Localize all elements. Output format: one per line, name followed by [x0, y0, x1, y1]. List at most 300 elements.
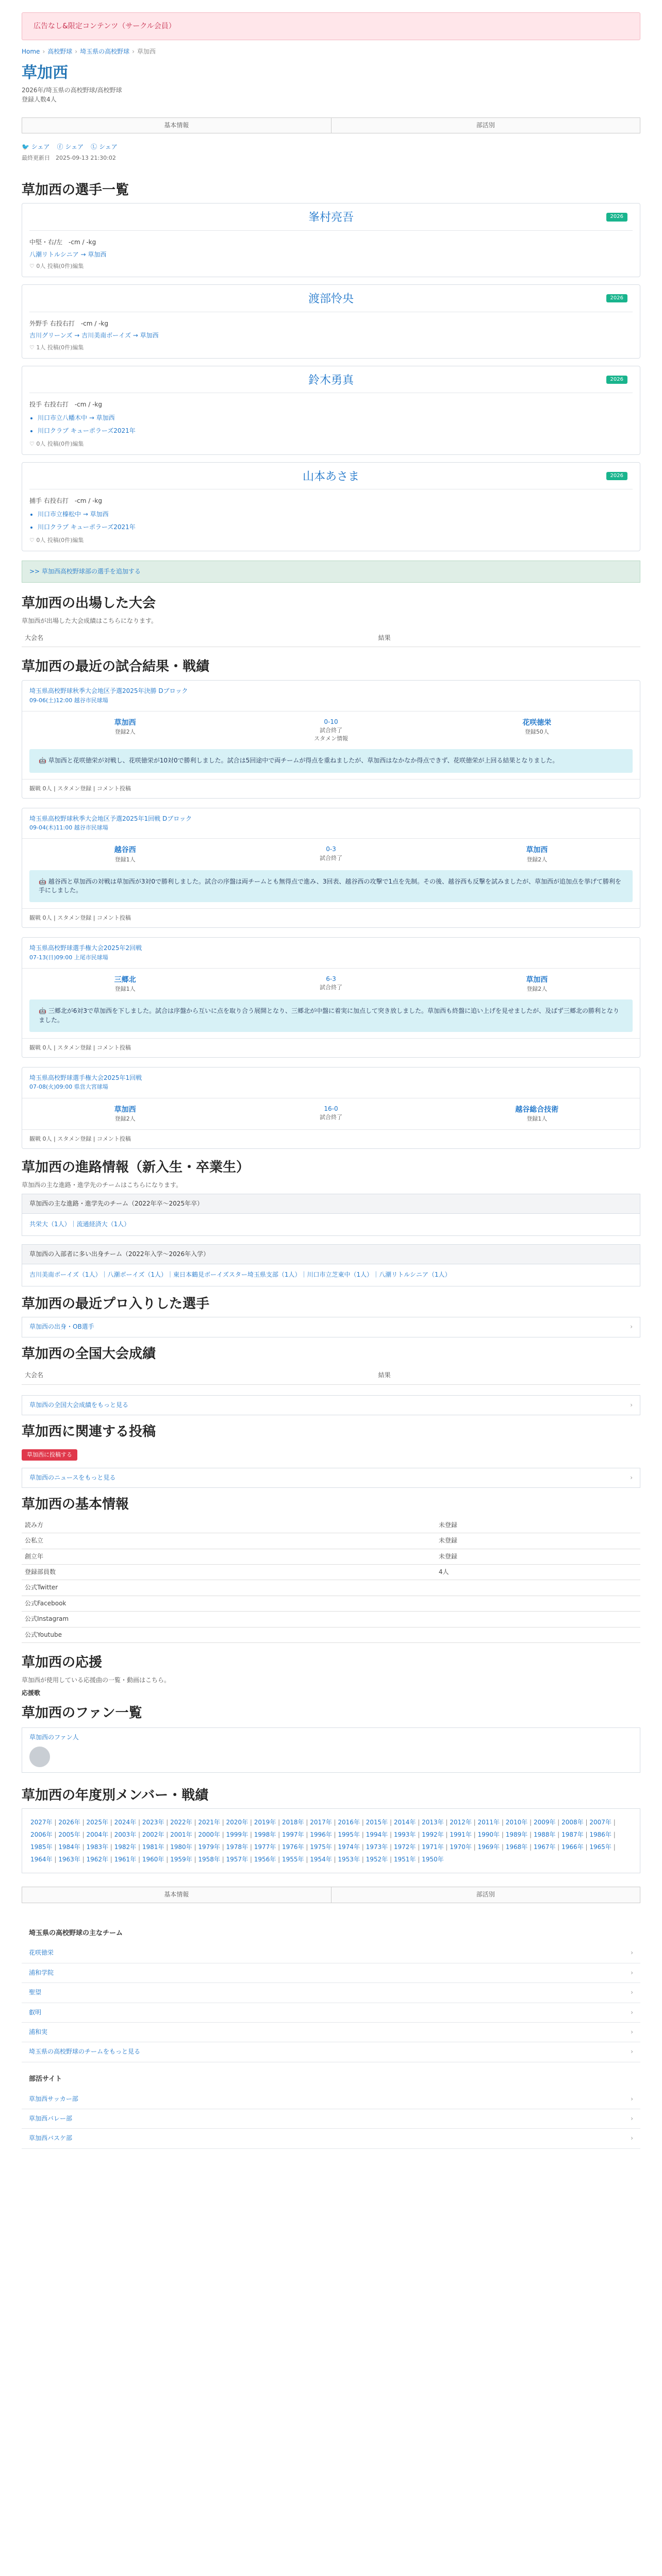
year-link[interactable]: | 1972年: [388, 1843, 416, 1851]
year-link[interactable]: | 1951年: [388, 1856, 416, 1863]
year-link[interactable]: | 1976年: [276, 1843, 304, 1851]
heart-icon: ♡: [29, 263, 37, 270]
game-summary: [29, 999, 633, 1032]
news-more-label: 草加西のニュースをもっと見る: [29, 1473, 116, 1481]
chevron-right-icon: ›: [631, 2048, 633, 2056]
year-link[interactable]: | 1980年: [164, 1843, 192, 1851]
basic-info-label: 公私立: [22, 1533, 436, 1549]
list-item[interactable]: [22, 2023, 640, 2042]
circle-banner[interactable]: 広告なし&限定コンテンツ（サークル会員）: [22, 12, 640, 40]
year-link[interactable]: | 1989年: [500, 1831, 527, 1838]
year-link[interactable]: | 2025年: [80, 1819, 108, 1826]
pro-link-label: 草加西の出身・OB選手: [29, 1323, 94, 1331]
list-item[interactable]: [22, 2042, 640, 2062]
players-heading: 草加西の選手一覧: [22, 182, 129, 198]
club-sites-head: 部活サイト: [29, 2075, 62, 2083]
main-teams-list: [22, 1943, 640, 2062]
chevron-right-icon: ›: [631, 1969, 633, 1976]
year-badge: 2026: [606, 472, 627, 481]
player-card-head: [29, 372, 633, 394]
year-link[interactable]: | 1958年: [192, 1856, 220, 1863]
player-teams: [29, 414, 633, 436]
year-link[interactable]: | 2014年: [388, 1819, 416, 1826]
player-like[interactable]: [29, 536, 633, 545]
year-link[interactable]: | 1966年: [555, 1843, 583, 1851]
year-link[interactable]: | 2003年: [108, 1831, 136, 1838]
basic-info-value: [436, 1596, 640, 1611]
home-team-sub: 登録1人: [114, 986, 136, 993]
year-link[interactable]: | 1955年: [276, 1856, 304, 1863]
basic-info-value: 未登録: [436, 1518, 640, 1533]
game-summary-text: 三郷北が6対3で草加西を下しました。試合は序盤から互いに点を取り合う展開となり、三郷北が中盤に着実に加点して突き放しました。草加西も終盤に追い上げを見せましたが、及ばず三郷北の勝利となりました。: [39, 1007, 620, 1024]
year-link[interactable]: | 1973年: [360, 1843, 388, 1851]
game-date: 07-08(火)09:00 県営大宮球場: [29, 1083, 108, 1091]
ai-icon: 🤖: [39, 1007, 48, 1015]
list-item[interactable]: [22, 2129, 640, 2148]
player-card-head: [29, 210, 633, 231]
breadcrumb-separator: ›: [42, 48, 45, 56]
year-link[interactable]: | 1977年: [248, 1843, 276, 1851]
share-label: シェア: [31, 143, 50, 151]
away-team-sub: 登録1人: [526, 1115, 548, 1123]
player-list: [22, 203, 640, 551]
breadcrumb-item: 草加西: [137, 48, 156, 56]
year-link[interactable]: | 2022年: [164, 1819, 192, 1826]
year-badge: 2026: [606, 213, 627, 222]
away-team-name[interactable]: 草加西: [526, 976, 548, 985]
player-like[interactable]: [29, 440, 633, 448]
year-link[interactable]: | 2016年: [332, 1819, 360, 1826]
year-link[interactable]: | 1969年: [472, 1843, 500, 1851]
game-status: 試合終了: [319, 1114, 342, 1121]
tournaments-heading: 草加西の出場した大会: [22, 595, 156, 611]
year-link[interactable]: | 1988年: [527, 1831, 555, 1838]
column-header: 大会名: [22, 630, 375, 647]
year-link[interactable]: | 1998年: [248, 1831, 276, 1838]
tab-clubs[interactable]: 部活別: [331, 1887, 640, 1902]
player-team-path[interactable]: • 川口市立榛松中 → 草加西: [38, 510, 633, 519]
breadcrumb: [22, 47, 640, 56]
player-name[interactable]: 峯村亮吾: [308, 211, 354, 225]
year-link[interactable]: | 1978年: [220, 1843, 248, 1851]
away-team: [434, 845, 640, 863]
scoreboard: [22, 1098, 640, 1129]
player-position: 中堅・右/左 -cm / -kg: [29, 239, 96, 246]
game-footer[interactable]: 観戦 0人 | スタメン登録 | コメント投稿: [22, 779, 640, 798]
page-title: 草加西: [22, 63, 68, 82]
list-item-label: 草加西バレー部: [29, 2115, 73, 2122]
year-link[interactable]: | 1971年: [416, 1843, 443, 1851]
share-label: シェア: [98, 143, 118, 151]
player-teams: [29, 331, 633, 340]
player-name[interactable]: 鈴木勇真: [308, 374, 354, 387]
year-link[interactable]: | 1975年: [304, 1843, 332, 1851]
page-subtitle: 2026年/埼玉県の高校野球/高校野球: [22, 87, 122, 94]
game-head: [22, 938, 640, 968]
list-item-label: 花咲徳栄: [29, 1949, 54, 1957]
away-team: [434, 975, 640, 993]
breadcrumb-separator: ›: [132, 48, 135, 56]
scoreboard: [22, 968, 640, 999]
basic-heading: 草加西の基本情報: [22, 1497, 129, 1513]
national-heading: 草加西の全国大会成績: [22, 1346, 156, 1362]
career-box-body[interactable]: 共栄大（1人）｜流通経済大（1人）: [29, 1221, 130, 1228]
home-team-name[interactable]: 草加西: [114, 718, 136, 727]
game-title[interactable]: 埼玉県高校野球秋季大会地区予選2025年決勝 Dブロック: [29, 687, 188, 695]
list-item[interactable]: [22, 2003, 640, 2023]
chevron-right-icon: ›: [631, 2134, 633, 2142]
year-link[interactable]: | 1960年: [136, 1856, 164, 1863]
year-link[interactable]: | 2002年: [136, 1831, 164, 1838]
game-date: 09-04(木)11:00 越谷市民球場: [29, 824, 108, 831]
player-card: [22, 366, 640, 455]
year-link[interactable]: | 1997年: [276, 1831, 304, 1838]
year-link[interactable]: | 2007年: [584, 1819, 611, 1826]
home-team-name[interactable]: 草加西: [114, 1105, 136, 1114]
score-value[interactable]: 0-10: [324, 718, 338, 725]
chevron-right-icon: ›: [631, 2095, 633, 2103]
game-head: [22, 681, 640, 711]
year-link[interactable]: | 2017年: [304, 1819, 332, 1826]
year-link[interactable]: | 1962年: [80, 1856, 108, 1863]
year-link[interactable]: | 1964年: [30, 1843, 616, 1863]
year-link[interactable]: | 2006年: [30, 1819, 616, 1838]
chevron-right-icon: ›: [630, 1473, 633, 1481]
career-box: [22, 1194, 640, 1236]
game-card: [22, 1067, 640, 1149]
share-label: シェア: [65, 143, 84, 151]
player-like[interactable]: [29, 344, 633, 352]
scoreboard: [22, 838, 640, 870]
list-item-label: 草加西サッカー部: [29, 2095, 78, 2103]
share-facebook-button[interactable]: ⓕ シェア: [57, 143, 84, 151]
lineup-link[interactable]: スタメン情報: [313, 735, 348, 742]
game-card: [22, 808, 640, 928]
player-team-path[interactable]: • 川口市立八幡木中 → 草加西: [38, 414, 633, 422]
bottom-tabs: [22, 1887, 640, 1903]
year-link[interactable]: | 1999年: [220, 1831, 248, 1838]
home-team: [22, 1105, 228, 1123]
support-heading: 草加西の応援: [22, 1654, 103, 1670]
basic-info-row: [22, 1549, 640, 1564]
year-link[interactable]: | 1953年: [332, 1856, 360, 1863]
year-link[interactable]: | 2018年: [276, 1819, 304, 1826]
year-link[interactable]: | 1993年: [388, 1831, 416, 1838]
year-link[interactable]: | 2005年: [53, 1831, 80, 1838]
list-item[interactable]: [22, 1943, 640, 1963]
column-header: 大会名: [22, 1367, 375, 1384]
tab-basic-info[interactable]: 基本情報: [22, 118, 331, 133]
year-link[interactable]: | 1965年: [584, 1843, 611, 1851]
news-more-link[interactable]: [22, 1468, 640, 1488]
game-footer[interactable]: 観戦 0人 | スタメン登録 | コメント投稿: [22, 908, 640, 927]
game-status: 試合終了: [319, 727, 342, 734]
year-link[interactable]: | 2000年: [192, 1831, 220, 1838]
year-link[interactable]: | 2020年: [220, 1819, 248, 1826]
year-link[interactable]: | 2001年: [164, 1831, 192, 1838]
player-position: 外野手 右投右打 -cm / -kg: [29, 319, 109, 327]
game-title[interactable]: 埼玉県高校野球選手権大会2025年2回戦: [29, 944, 142, 952]
home-team-name[interactable]: 三郷北: [114, 976, 136, 985]
last-updated: 最終更新日 2025-09-13 21:30:02: [22, 154, 116, 161]
list-item-label: 聖望: [29, 1989, 42, 1996]
chevron-right-icon: ›: [631, 1989, 633, 1996]
away-team-name[interactable]: 草加西: [526, 846, 548, 855]
list-item[interactable]: [22, 2109, 640, 2129]
national-more-link[interactable]: [22, 1395, 640, 1415]
year-links: [22, 1808, 640, 1873]
year-link[interactable]: | 2023年: [136, 1819, 164, 1826]
club-sites-list: [22, 2090, 640, 2149]
year-link[interactable]: | 1984年: [53, 1843, 80, 1851]
list-item[interactable]: [22, 2090, 640, 2109]
chevron-right-icon: ›: [631, 2028, 633, 2036]
club-sites-section: [22, 2070, 640, 2149]
score-center: [228, 1105, 434, 1123]
share-bar: [22, 143, 640, 151]
year-link[interactable]: | 1957年: [220, 1856, 248, 1863]
home-team-sub: 登録2人: [114, 1115, 136, 1123]
basic-info-row: [22, 1565, 640, 1580]
home-team: [22, 975, 228, 993]
basic-info-value: 未登録: [436, 1549, 640, 1564]
year-link[interactable]: | 1996年: [304, 1831, 332, 1838]
basic-info-label: 公式Facebook: [22, 1596, 436, 1611]
year-link[interactable]: | 1961年: [108, 1856, 136, 1863]
player-card: [22, 462, 640, 551]
list-item[interactable]: [22, 1983, 640, 2003]
basic-info-value: [436, 1612, 640, 1627]
year-link[interactable]: | 2008年: [555, 1819, 583, 1826]
year-link[interactable]: | 1956年: [248, 1856, 276, 1863]
posts-heading: 草加西に関連する投稿: [22, 1424, 156, 1440]
ai-icon: 🤖: [39, 877, 48, 885]
list-item-label: 叡明: [29, 2008, 42, 2016]
support-label: 応援歌: [22, 1689, 41, 1697]
score-value[interactable]: 6-3: [326, 975, 336, 983]
year-link[interactable]: | 1985年: [30, 1831, 616, 1851]
year-link[interactable]: | 2009年: [527, 1819, 555, 1826]
tab-clubs[interactable]: 部活別: [331, 118, 640, 133]
year-link[interactable]: 2027年: [30, 1819, 53, 1826]
career-heading: 草加西の進路情報（新入生・卒業生）: [22, 1159, 250, 1175]
member-count: 登録人数4人: [22, 95, 57, 103]
origin-box-body[interactable]: 吉川美南ボーイズ（1人）｜八潮ボーイズ（1人）｜東日本鶴見ボーイズスター埼玉県支部（1人）｜川口市立芝東中（1人）｜八潮リトルシニア（1人）: [29, 1271, 451, 1279]
away-team-sub: 登録2人: [526, 986, 548, 993]
basic-info-row: [22, 1533, 640, 1549]
chevron-right-icon: ›: [631, 2008, 633, 2016]
year-badge: 2026: [606, 294, 627, 303]
basic-info-label: 公式Youtube: [22, 1627, 436, 1642]
score-center: [228, 975, 434, 993]
year-link[interactable]: | 1959年: [164, 1856, 192, 1863]
player-like-label: 1人 投稿(0件)編集: [36, 344, 84, 351]
fans-heading: 草加西のファン一覧: [22, 1705, 142, 1721]
breadcrumb-item[interactable]: 埼玉県の高校野球: [80, 48, 130, 56]
game-footer[interactable]: 観戦 0人 | スタメン登録 | コメント投稿: [22, 1038, 640, 1057]
tournament-table: [22, 630, 640, 647]
basic-info-row: [22, 1518, 640, 1533]
year-link[interactable]: | 1982年: [108, 1843, 136, 1851]
game-summary: [29, 749, 633, 772]
avatar[interactable]: [29, 1747, 50, 1767]
list-item[interactable]: [22, 1963, 640, 1983]
basic-info-value: 4人: [436, 1565, 640, 1580]
player-team-path[interactable]: 吉川グリーンズ → 吉川美南ボーイズ → 草加西: [29, 332, 159, 340]
player-teams: [29, 510, 633, 532]
game-title[interactable]: 埼玉県高校野球選手権大会2025年1回戦: [29, 1074, 142, 1081]
year-link[interactable]: | 1983年: [80, 1843, 108, 1851]
year-link[interactable]: | 2021年: [192, 1819, 220, 1826]
basic-info-label: 読み方: [22, 1518, 436, 1533]
basic-info-label: 公式Instagram: [22, 1612, 436, 1627]
player-like-label: 0人 投稿(0件)編集: [36, 536, 84, 544]
origin-box-head: 草加西の入部者に多い出身チーム（2022年入学～2026年入学）: [22, 1245, 640, 1264]
away-team: [434, 718, 640, 743]
career-box-head: 草加西の主な進路・進学先のチーム（2022年卒～2025年卒）: [22, 1194, 640, 1214]
list-item-label: 浦和実: [29, 2028, 48, 2036]
game-summary-text: 越谷西と草加西の対戦は草加西が3対0で勝利しました。試合の序盤は両チームとも無得点で進み、3回表、越谷西の攻撃で1点を先制。その後、越谷西も反撃を試みましたが、草加西が追加点を挙げて勝利を手にしました。: [39, 877, 622, 894]
year-link[interactable]: | 2026年: [53, 1819, 80, 1826]
year-link[interactable]: | 2024年: [108, 1819, 136, 1826]
breadcrumb-item[interactable]: Home: [22, 48, 40, 56]
year-link[interactable]: | 1974年: [332, 1843, 360, 1851]
player-position: 捕手 右投右打 -cm / -kg: [29, 497, 103, 505]
year-link[interactable]: | 1987年: [555, 1831, 583, 1838]
year-link[interactable]: | 1986年: [584, 1831, 611, 1838]
year-link[interactable]: | 1954年: [304, 1856, 332, 1863]
year-link[interactable]: | 1952年: [360, 1856, 388, 1863]
pro-heading: 草加西の最近プロ入りした選手: [22, 1296, 210, 1312]
year-badge: 2026: [606, 376, 627, 384]
year-link[interactable]: | 2012年: [444, 1819, 472, 1826]
year-link[interactable]: | 1992年: [416, 1831, 443, 1838]
score-value[interactable]: 16-0: [324, 1105, 338, 1112]
player-like-label: 0人 投稿(0件)編集: [36, 263, 84, 270]
game-status: 試合終了: [319, 854, 342, 861]
game-footer[interactable]: 観戦 0人 | スタメン登録 | コメント投稿: [22, 1129, 640, 1148]
year-link[interactable]: | 1967年: [527, 1843, 555, 1851]
chevron-right-icon: ›: [631, 1949, 633, 1957]
away-team-sub: 登録50人: [524, 728, 549, 736]
year-link[interactable]: | 2011年: [472, 1819, 500, 1826]
game-card: [22, 680, 640, 798]
year-link[interactable]: | 2013年: [416, 1819, 443, 1826]
year-link[interactable]: | 2010年: [500, 1819, 527, 1826]
basic-info-row: [22, 1612, 640, 1627]
post-button[interactable]: 草加西に投稿する: [22, 1449, 77, 1461]
add-player-link[interactable]: >> 草加西高校野球部の選手を追加する: [22, 561, 640, 583]
score-value[interactable]: 0-3: [326, 845, 336, 853]
year-link[interactable]: | 1979年: [192, 1843, 220, 1851]
home-team: [22, 718, 228, 743]
share-line-button[interactable]: Ⓛ シェア: [91, 143, 118, 151]
player-name[interactable]: 山本あさま: [302, 470, 359, 483]
fan-box: [22, 1727, 640, 1772]
basic-info-row: [22, 1596, 640, 1611]
share-twitter-button[interactable]: 🐦 シェア: [22, 143, 50, 151]
game-date: 07-13(日)09:00 上尾市民球場: [29, 954, 108, 961]
home-team-sub: 登録1人: [114, 856, 136, 863]
player-like[interactable]: [29, 262, 633, 270]
home-team: [22, 845, 228, 863]
tab-basic-info[interactable]: 基本情報: [22, 1887, 331, 1902]
year-link[interactable]: | 2004年: [80, 1831, 108, 1838]
away-team-name[interactable]: 越谷総合技術: [515, 1105, 559, 1114]
home-team-name[interactable]: 越谷西: [114, 846, 136, 855]
year-link[interactable]: | 1995年: [332, 1831, 360, 1838]
heart-icon: ♡: [29, 344, 37, 351]
main-teams-section: [22, 1924, 640, 2062]
year-link[interactable]: | 1994年: [360, 1831, 388, 1838]
player-card: [22, 203, 640, 277]
chevron-right-icon: ›: [631, 2115, 633, 2122]
game-summary-text: 草加西と花咲徳栄が対戦し、花咲徳栄が10対0で勝利しました。試合は5回途中で両チームが得点を重ねましたが、草加西はなかなか得点できず、花咲徳栄が上回る結果となりました。: [48, 757, 559, 765]
origin-box: [22, 1244, 640, 1286]
game-head: [22, 1067, 640, 1098]
year-link[interactable]: | 1990年: [472, 1831, 500, 1838]
basic-info-label: 公式Twitter: [22, 1580, 436, 1596]
heart-icon: ♡: [29, 536, 37, 544]
game-title[interactable]: 埼玉県高校野球秋季大会地区予選2025年1回戦 Dブロック: [29, 815, 192, 822]
support-note: 草加西が使用している応援曲の一覧・動画はこちら。: [22, 1676, 171, 1684]
year-link[interactable]: | 1970年: [444, 1843, 472, 1851]
game-date: 09-06(土)12:00 越谷市民球場: [29, 697, 108, 704]
score-center: [228, 845, 434, 863]
national-table: [22, 1367, 640, 1384]
player-name[interactable]: 渡部怜央: [308, 292, 354, 306]
list-item-label: 草加西バスケ部: [29, 2134, 73, 2142]
player-position: 投手 右投右打 -cm / -kg: [29, 401, 103, 409]
player-card-head: [29, 469, 633, 490]
chevron-right-icon: ›: [630, 1401, 633, 1409]
column-header: 結果: [375, 1367, 640, 1384]
away-team: [434, 1105, 640, 1123]
top-tabs: [22, 117, 640, 133]
breadcrumb-item[interactable]: 高校野球: [47, 48, 73, 56]
year-link[interactable]: | 1968年: [500, 1843, 527, 1851]
scoreboard: [22, 711, 640, 749]
home-team-sub: 登録2人: [114, 728, 136, 736]
basic-info-row: [22, 1580, 640, 1596]
player-like-label: 0人 投稿(0件)編集: [36, 440, 84, 447]
year-link[interactable]: | 1981年: [136, 1843, 164, 1851]
roster-heading: 草加西の年度別メンバー・戦績: [22, 1787, 209, 1803]
year-link[interactable]: | 2019年: [248, 1819, 276, 1826]
player-team-path[interactable]: • 川口クラブ キューポラーズ2021年: [38, 523, 633, 532]
player-card: [22, 284, 640, 359]
basic-info-row: [22, 1627, 640, 1642]
national-more-label: 草加西の全国大会成績をもっと見る: [29, 1401, 129, 1409]
away-team-name[interactable]: 花咲徳栄: [522, 718, 552, 727]
main-teams-head: 埼玉県の高校野球の主なチーム: [29, 1929, 123, 1937]
list-item-label: 埼玉県の高校野球のチームをもっと見る: [29, 2048, 141, 2056]
year-link[interactable]: | 1963年: [53, 1856, 80, 1863]
player-team-path[interactable]: • 川口クラブ キューポラーズ2021年: [38, 427, 633, 435]
page: [22, 12, 640, 2149]
player-team-path[interactable]: 八潮リトルシニア → 草加西: [29, 250, 107, 258]
pro-link[interactable]: [22, 1317, 640, 1337]
basic-info-value: [436, 1627, 640, 1642]
year-link[interactable]: | 1991年: [444, 1831, 472, 1838]
game-list: [22, 680, 640, 1149]
basic-info-table: [22, 1518, 640, 1643]
year-link[interactable]: | 2015年: [360, 1819, 388, 1826]
player-teams: [29, 250, 633, 259]
fans-link[interactable]: 草加西のファン人: [29, 1734, 79, 1741]
year-link[interactable]: | 1950年: [416, 1856, 443, 1863]
game-head: [22, 808, 640, 839]
